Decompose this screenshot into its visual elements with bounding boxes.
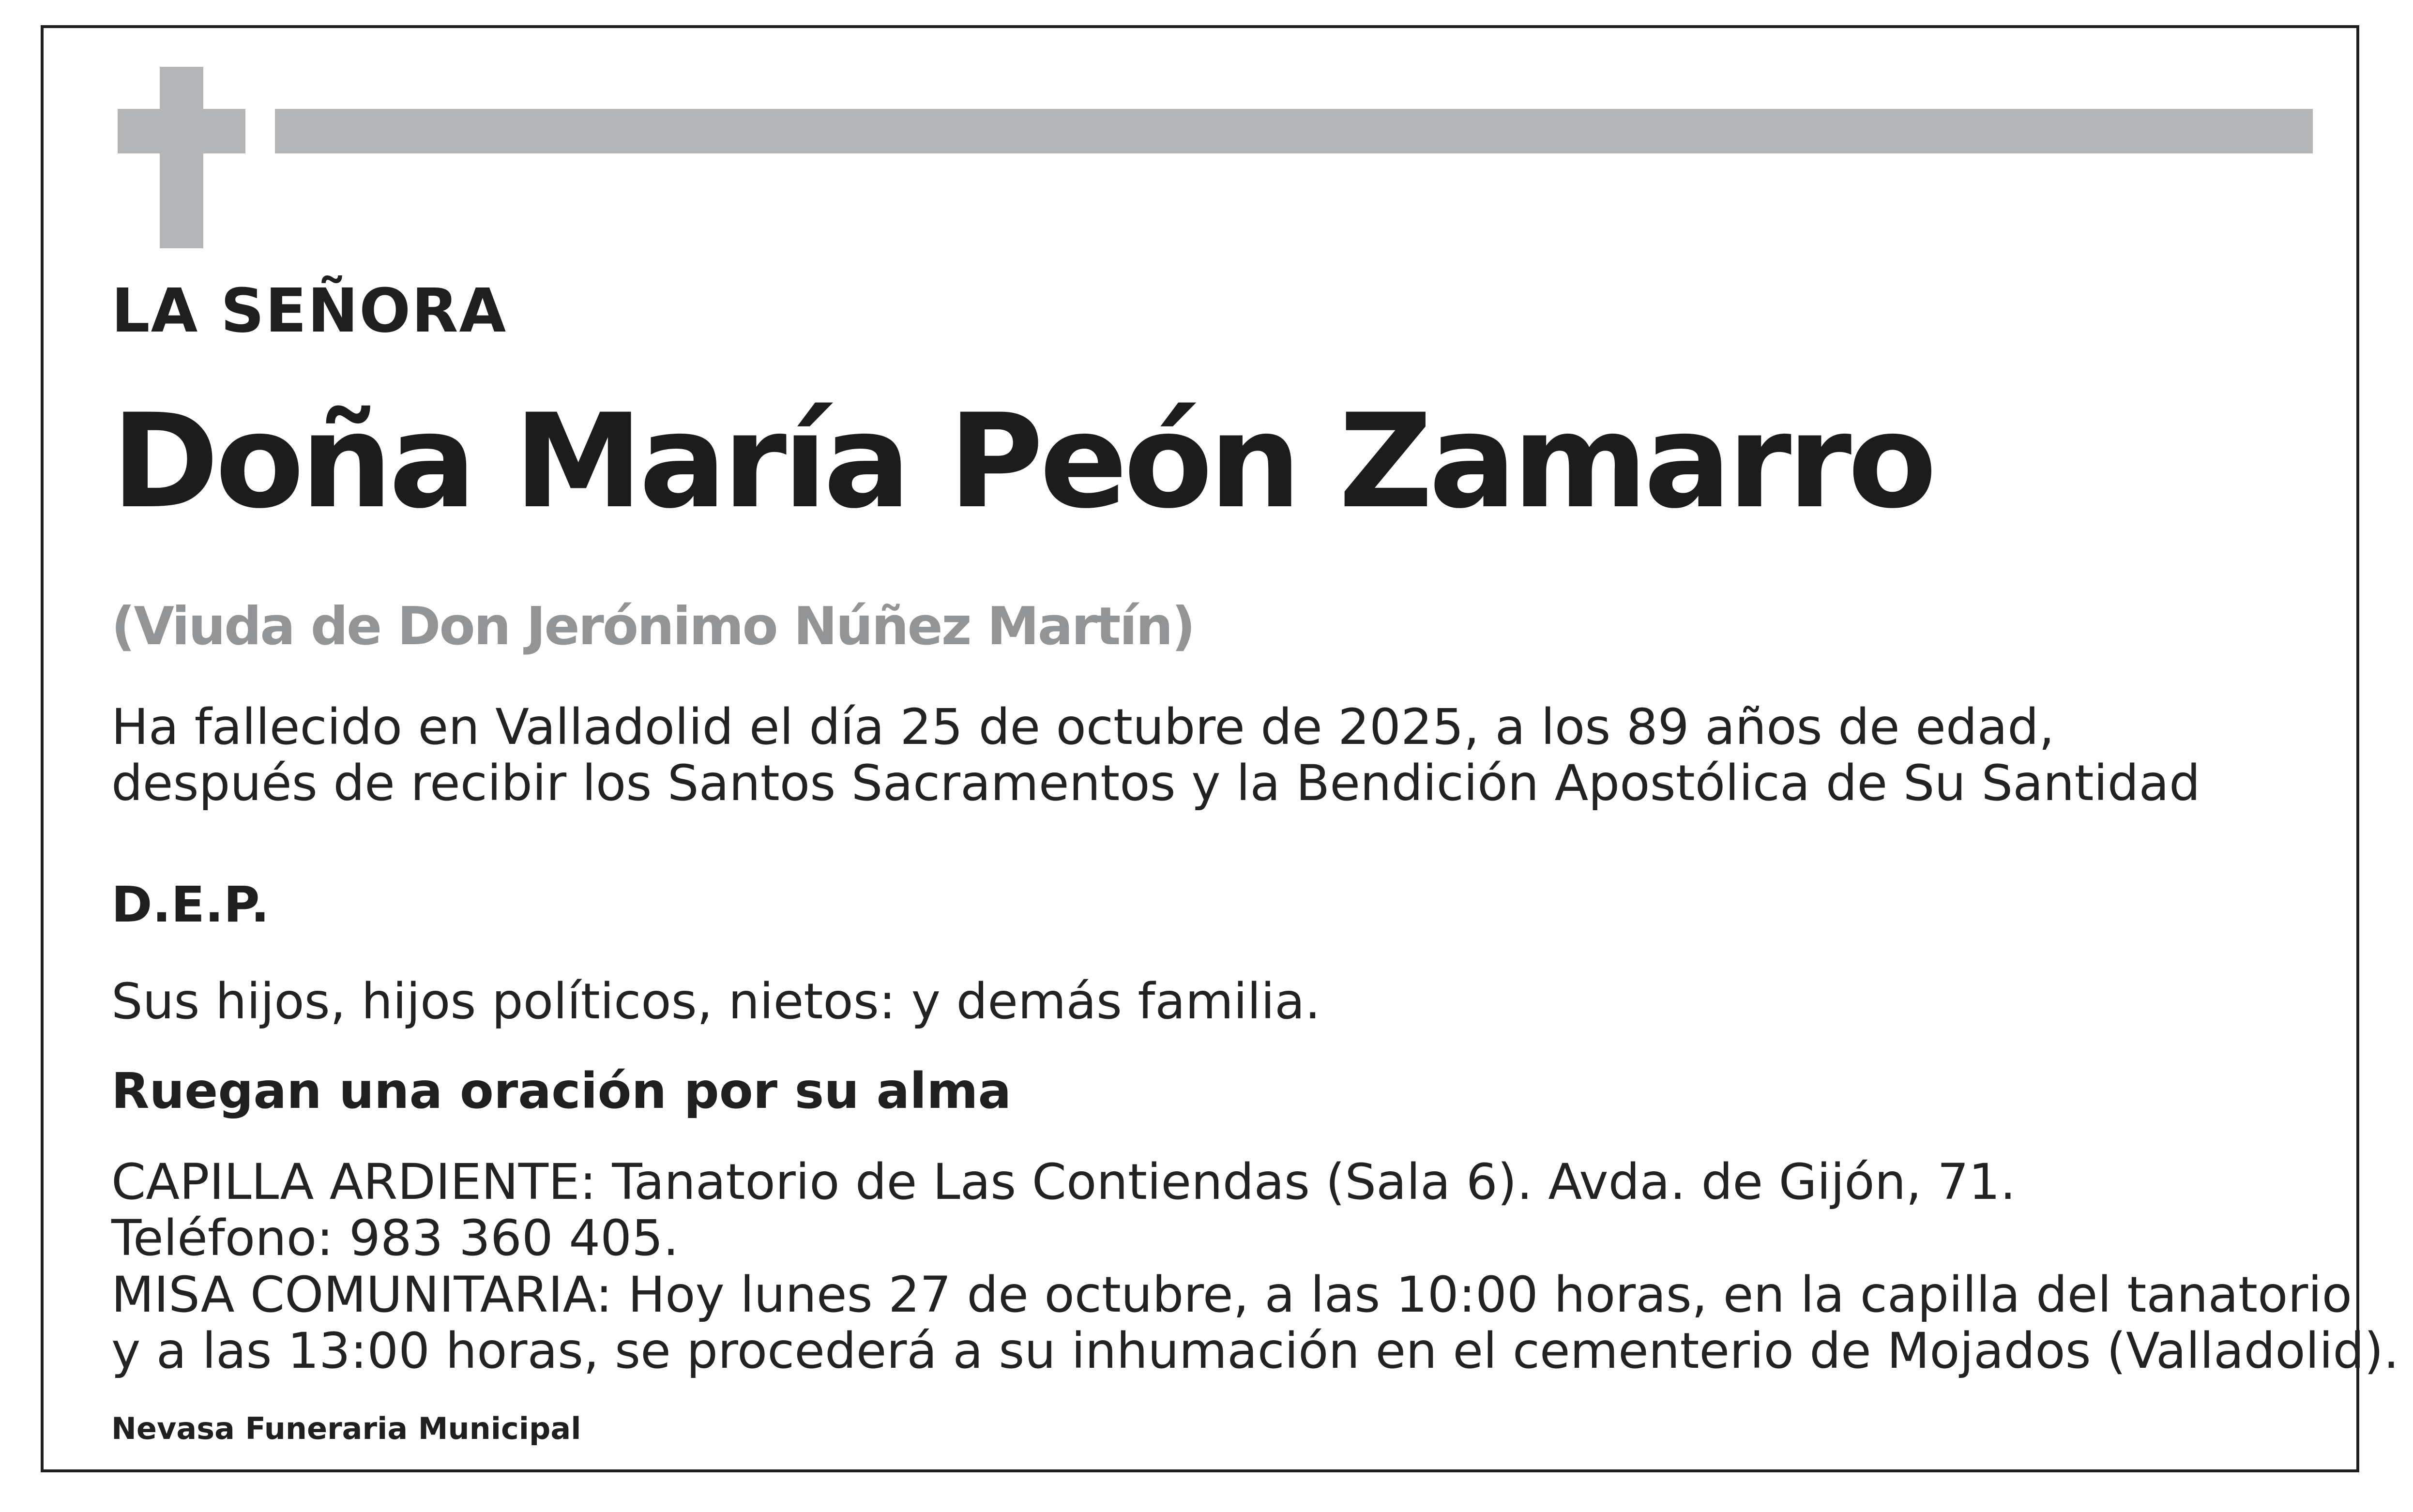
- header-rule: [275, 109, 2313, 153]
- cross-vertical-bar: [160, 67, 203, 248]
- cross-horizontal-bar: [118, 109, 245, 153]
- death-line-2: después de recibir los Santos Sacramentos y la Bendición Apostólica de Su Santidad: [111, 755, 2201, 813]
- death-announcement: [111, 699, 2201, 812]
- detail-line-3: MISA COMUNITARIA: Hoy lunes 27 de octubre, a las 10:00 horas, en la capilla del tanatorio: [111, 1266, 2352, 1324]
- service-details: [111, 1154, 2399, 1379]
- funeral-home-credit: Nevasa Funeraria Municipal: [111, 1411, 581, 1446]
- family-line: Sus hijos, hijos políticos, nietos: y demás familia.: [111, 973, 1321, 1030]
- widow-of-line: (Viuda de Don Jerónimo Núñez Martín): [111, 596, 1194, 657]
- detail-line-2: Teléfono: 983 360 405.: [111, 1210, 679, 1268]
- deceased-name: Doña María Peón Zamarro: [111, 386, 1933, 537]
- prayer-request: Ruegan una oración por su alma: [111, 1062, 1012, 1120]
- death-line-1: Ha fallecido en Valladolid el día 25 de octubre de 2025, a los 89 años de edad,: [111, 698, 2055, 756]
- detail-line-4: y a las 13:00 horas, se procederá a su inhumación en el cementerio de Mojados (Valladolid).: [111, 1322, 2399, 1380]
- detail-line-1: CAPILLA ARDIENTE: Tanatorio de Las Contiendas (Sala 6). Avda. de Gijón, 71.: [111, 1153, 2016, 1211]
- honorific: LA SEÑORA: [111, 276, 507, 346]
- rip-abbreviation: D.E.P.: [111, 876, 270, 934]
